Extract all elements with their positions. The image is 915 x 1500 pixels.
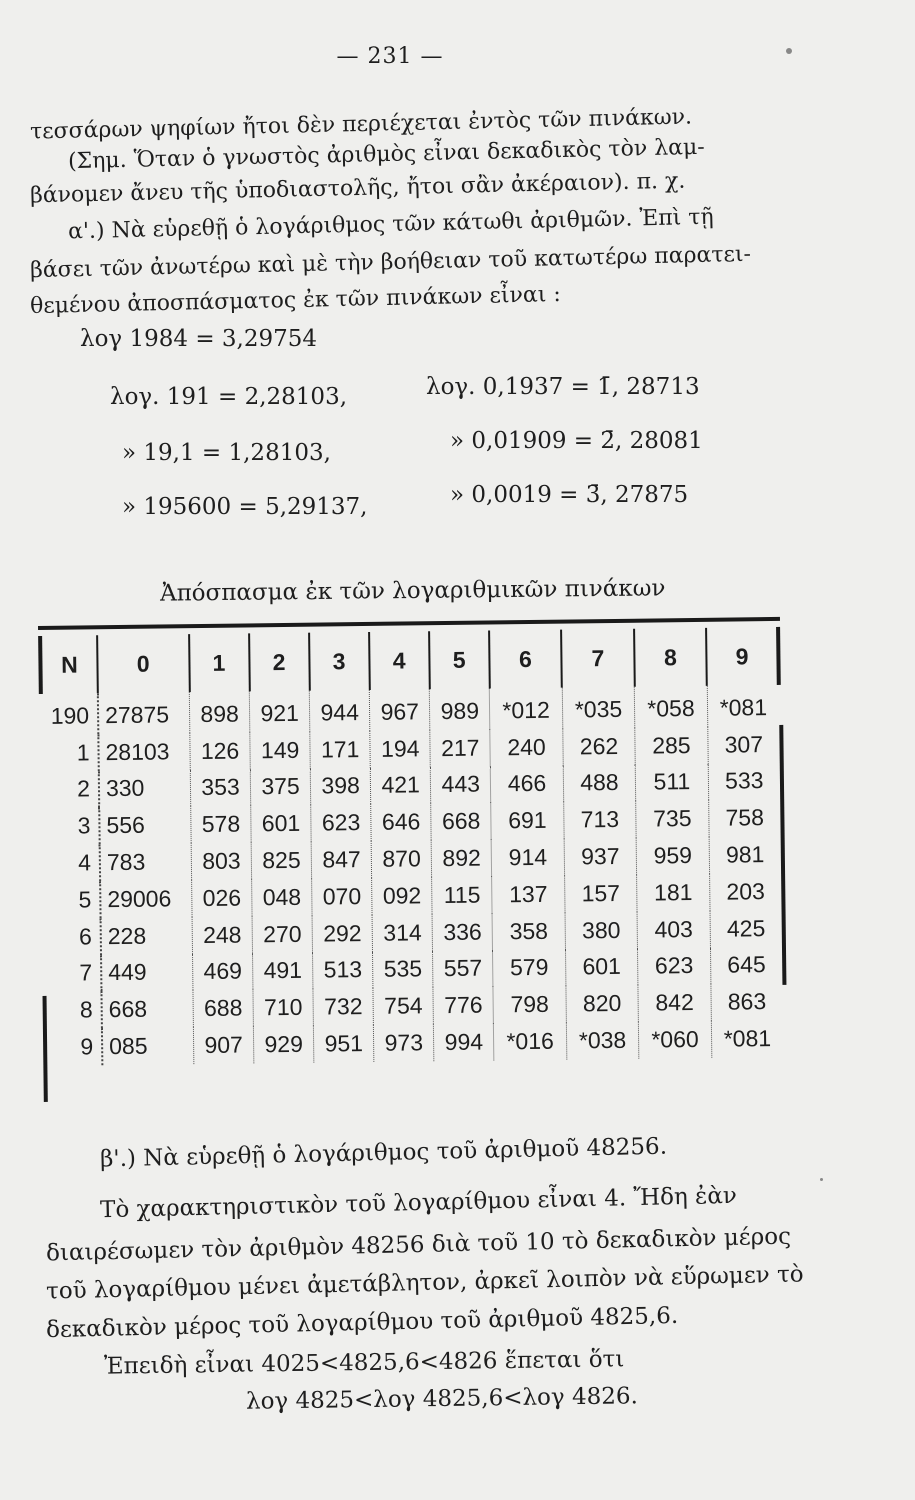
table-cell: 085 bbox=[102, 1027, 194, 1065]
table-cell: 981 bbox=[709, 836, 781, 874]
table-cell: 758 bbox=[708, 799, 780, 837]
table-cell: 353 bbox=[190, 769, 251, 807]
paper-speck bbox=[786, 48, 792, 54]
table-body bbox=[41, 685, 783, 1066]
row-label-cell: 190 bbox=[50, 702, 90, 729]
table-cell: 157 bbox=[564, 875, 637, 913]
table-cell: 556 bbox=[99, 807, 191, 845]
table-cell: 842 bbox=[638, 984, 711, 1022]
page-number: — 231 — bbox=[336, 44, 444, 69]
paper-speck bbox=[820, 1178, 823, 1181]
table-cell: 425 bbox=[710, 910, 782, 948]
table-cell: 115 bbox=[432, 876, 493, 914]
row-label-cell: 9 bbox=[80, 1033, 94, 1060]
table-cell: 783 bbox=[100, 843, 192, 881]
table-cell: 292 bbox=[312, 915, 373, 953]
row-label-cell: 2 bbox=[77, 775, 91, 803]
row-label-cell: 4 bbox=[77, 849, 92, 876]
example-left: » 19,1 = 1,28103, bbox=[122, 440, 331, 466]
header-cell: 8 bbox=[634, 628, 707, 687]
table-cell: 691 bbox=[491, 802, 564, 840]
table-cell: 092 bbox=[372, 877, 433, 915]
table-cell: 449 bbox=[101, 954, 193, 992]
table-cell: 240 bbox=[490, 728, 563, 766]
table-cell: 623 bbox=[638, 947, 711, 985]
table-cell: 126 bbox=[190, 732, 251, 770]
table-cell: 557 bbox=[433, 950, 494, 988]
table-cell: 380 bbox=[565, 911, 638, 949]
example-left: λογ. 191 = 2,28103, bbox=[110, 384, 348, 410]
table-cell: 713 bbox=[563, 801, 636, 839]
table-cell: 959 bbox=[636, 837, 709, 875]
example-right: » 0,01909 = 2̄, 28081 bbox=[450, 428, 703, 454]
table-cell: 688 bbox=[193, 990, 254, 1028]
table-cell: 646 bbox=[371, 804, 432, 842]
table-row bbox=[45, 1020, 783, 1066]
log-table bbox=[38, 617, 785, 1066]
table-cell: 217 bbox=[430, 729, 491, 767]
table-cell: 535 bbox=[373, 951, 434, 989]
text-line: διαιρέσωμεν τὸν ἀριθμὸν 48256 διὰ τοῦ 10 τὸ δεκαδικὸν μέρος bbox=[45, 1223, 792, 1267]
table-cell: 285 bbox=[635, 727, 708, 765]
table-cell: 358 bbox=[492, 912, 565, 950]
table-cell: 314 bbox=[372, 914, 433, 952]
example-right: » 0,0019 = 3̄, 27875 bbox=[450, 482, 689, 508]
header-cell: 6 bbox=[489, 630, 562, 689]
table-cell: 892 bbox=[431, 840, 492, 878]
table-cell: 967 bbox=[369, 689, 430, 731]
table-cell: *016 bbox=[494, 1023, 567, 1061]
table-cell: 803 bbox=[191, 843, 252, 881]
table-cell: 944 bbox=[309, 690, 370, 732]
table-cell: 601 bbox=[251, 805, 312, 843]
table-cell: 914 bbox=[491, 839, 564, 877]
table-cell: 863 bbox=[711, 983, 783, 1021]
table-cell: 645 bbox=[710, 947, 782, 985]
text-line: β'.) Νὰ εὑρεθῇ ὁ λογάριθμος τοῦ ἀριθμοῦ 48256. bbox=[99, 1133, 668, 1173]
table-cell: 181 bbox=[637, 874, 710, 912]
table-cell: 870 bbox=[371, 840, 432, 878]
row-label-cell: 6 bbox=[78, 923, 92, 950]
table-cell: 921 bbox=[249, 691, 310, 733]
table-cell: *060 bbox=[639, 1021, 712, 1059]
table-cell: 171 bbox=[310, 731, 371, 769]
table-cell: 973 bbox=[374, 1024, 435, 1062]
text-line: (Σημ. Ὅταν ὁ γνωστὸς ἀριθμὸς εἶναι δεκαδικὸς τὸν λαμ- bbox=[67, 134, 705, 175]
table-cell: 601 bbox=[565, 948, 638, 986]
row-label-cell: 7 bbox=[79, 959, 93, 986]
table-cell: 754 bbox=[373, 988, 434, 1026]
table-cell: 513 bbox=[313, 952, 374, 990]
table-cell: 735 bbox=[636, 800, 709, 838]
header-cell: 9 bbox=[706, 627, 779, 686]
table-cell: 27875 bbox=[98, 692, 190, 734]
table-cell: 579 bbox=[493, 949, 566, 987]
table-cell: 262 bbox=[563, 728, 636, 766]
table-cell: 398 bbox=[310, 768, 371, 806]
table-cell: *058 bbox=[635, 686, 708, 728]
row-label-cell: 5 bbox=[78, 886, 92, 913]
table-cell: 048 bbox=[252, 879, 313, 917]
table-cell: 29006 bbox=[100, 880, 192, 918]
table-cell: 820 bbox=[566, 985, 639, 1023]
table-cell: 469 bbox=[193, 953, 254, 991]
row-label-cell: 1 bbox=[76, 739, 90, 766]
text-line: βάνομεν ἄνευ τῆς ὑποδιαστολῆς, ἤτοι σἂν ἀκέραιον). π. χ. bbox=[29, 168, 686, 209]
table-cell: 776 bbox=[433, 987, 494, 1025]
table-cell: 578 bbox=[191, 806, 252, 844]
table-cell: *081 bbox=[707, 685, 779, 727]
table-cell: 070 bbox=[312, 878, 373, 916]
table-cell: 847 bbox=[311, 841, 372, 879]
table-cell: 710 bbox=[253, 989, 314, 1027]
header-cell: 2 bbox=[249, 633, 310, 692]
table-cell: 491 bbox=[253, 952, 314, 990]
text-line: δεκαδικὸν μέρος τοῦ λογαρίθμου τοῦ ἀριθμοῦ 4825,6. bbox=[45, 1302, 679, 1344]
table-cell: 898 bbox=[189, 691, 250, 733]
text-line: τεσσάρων ψηφίων ἤτοι δὲν περιέχεται ἐντὸς τῶν πινάκων. bbox=[29, 104, 693, 145]
table-cell: *035 bbox=[562, 687, 635, 729]
header-cell: 4 bbox=[369, 631, 430, 690]
table-cell: 533 bbox=[708, 763, 780, 801]
table-cell: 330 bbox=[99, 770, 191, 808]
example-right: λογ. 0,1937 = 1̄, 28713 bbox=[426, 374, 700, 400]
text-line: τοῦ λογαρίθμου μένει ἀμετάβλητον, ἀρκεῖ λοιπὸν νὰ εὕρωμεν τὸ bbox=[45, 1261, 804, 1305]
table-header-row bbox=[40, 627, 779, 694]
table-cell: 825 bbox=[251, 842, 312, 880]
table-cell: 443 bbox=[430, 766, 491, 804]
table-cell: 907 bbox=[193, 1027, 254, 1065]
table-cell: 203 bbox=[709, 873, 781, 911]
table-cell: 951 bbox=[314, 1025, 375, 1063]
log-main-equation: λογ 1984 = 3,29754 bbox=[80, 326, 318, 352]
table-cell: 623 bbox=[311, 804, 372, 842]
table-cell: 28103 bbox=[98, 733, 190, 771]
row-label-cell: 3 bbox=[77, 812, 91, 839]
table-cell: 994 bbox=[434, 1024, 495, 1062]
table-cell: 488 bbox=[563, 764, 636, 802]
table-cell: 668 bbox=[101, 991, 193, 1029]
table-cell: 228 bbox=[101, 917, 193, 955]
text-line: Ἐπειδὴ εἶναι 4025<4825,6<4826 ἕπεται ὅτι bbox=[103, 1346, 625, 1380]
table-cell: 798 bbox=[493, 986, 566, 1024]
table-cell: 668 bbox=[431, 803, 492, 841]
table-cell: 466 bbox=[491, 765, 564, 803]
table-cell: 937 bbox=[564, 838, 637, 876]
table-cell: 421 bbox=[370, 767, 431, 805]
header-cell: 1 bbox=[189, 633, 250, 692]
table-cell: *012 bbox=[490, 688, 563, 730]
table-cell: 732 bbox=[313, 988, 374, 1026]
text-line: βάσει τῶν ἀνωτέρω καὶ μὲ τὴν βοήθειαν τοῦ κατωτέρω παρατει- bbox=[29, 241, 752, 284]
example-left: » 195600 = 5,29137, bbox=[122, 494, 368, 520]
row-label-cell: 8 bbox=[79, 996, 93, 1023]
header-cell: 3 bbox=[309, 632, 370, 691]
table-cell: 248 bbox=[192, 916, 253, 954]
header-cell: 7 bbox=[561, 629, 634, 688]
text-line: θεμένου ἀποσπάσματος ἐκ τῶν πινάκων εἶναι : bbox=[29, 281, 562, 320]
table-cell: 336 bbox=[432, 913, 493, 951]
table-cell: 026 bbox=[192, 879, 253, 917]
table-cell: *081 bbox=[711, 1020, 783, 1058]
table-cell: 929 bbox=[253, 1026, 314, 1064]
table-cell: 137 bbox=[492, 876, 565, 914]
table-cell: 989 bbox=[430, 688, 491, 730]
table-cell: *038 bbox=[566, 1022, 639, 1060]
table-cell: 403 bbox=[637, 911, 710, 949]
table-caption: Ἀπόσπασμα ἐκ τῶν λογαριθμικῶν πινάκων bbox=[159, 575, 666, 607]
text-line: Τὸ χαρακτηριστικὸν τοῦ λογαρίθμου εἶναι 4. Ἤδη ἐὰν bbox=[99, 1182, 738, 1224]
table-cell: 270 bbox=[252, 915, 313, 953]
header-cell: 0 bbox=[97, 634, 189, 693]
table-cell: 375 bbox=[250, 768, 311, 806]
header-cell: N bbox=[40, 635, 98, 694]
text-line: λογ 4825<λογ 4825,6<λογ 4826. bbox=[245, 1383, 639, 1415]
table-cell: 511 bbox=[635, 763, 708, 801]
table-cell: 307 bbox=[707, 726, 779, 764]
table-cell: 149 bbox=[250, 731, 311, 769]
table-cell: 194 bbox=[370, 730, 431, 768]
header-cell: 5 bbox=[429, 630, 490, 689]
text-line: α'.) Νὰ εὑρεθῇ ὁ λογάριθμος τῶν κάτωθι ἀριθμῶν. Ἐπὶ τῇ bbox=[67, 204, 714, 245]
